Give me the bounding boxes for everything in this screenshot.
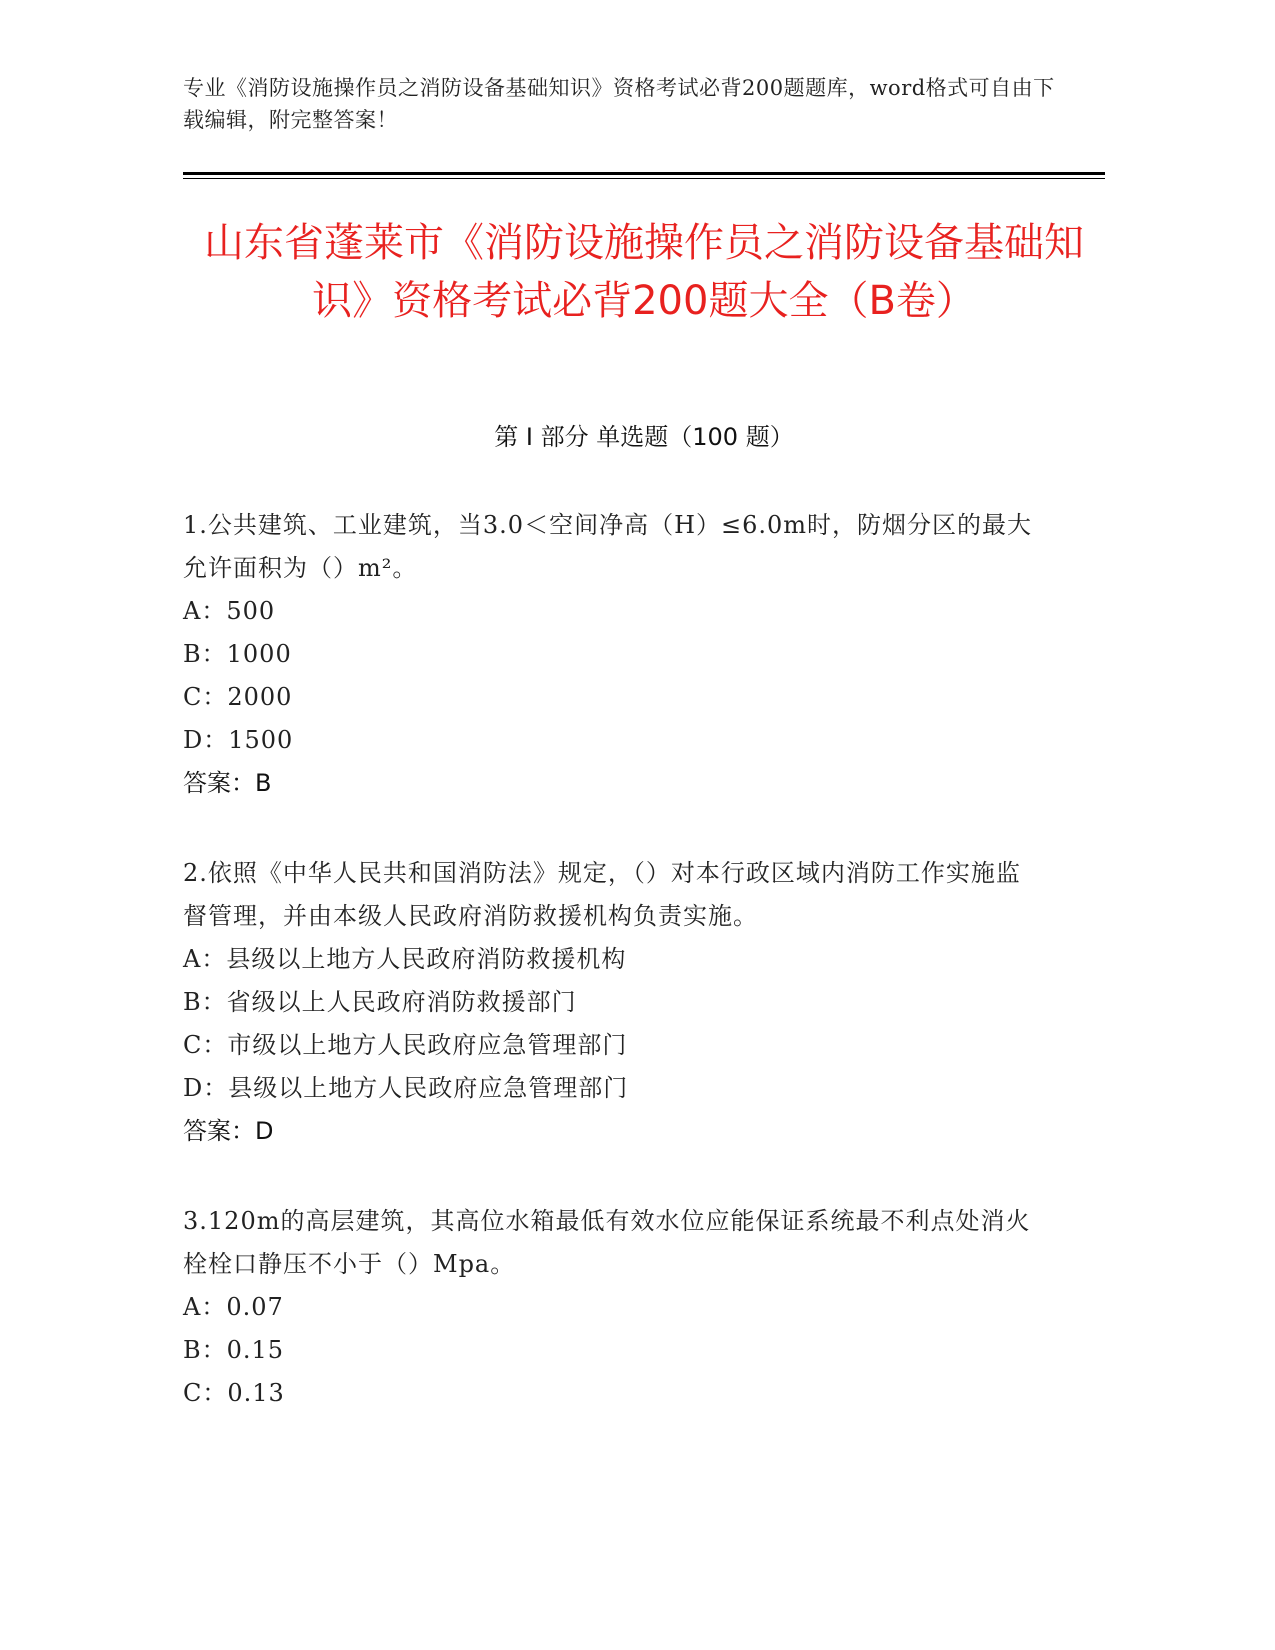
question-stem: 2.依照《中华人民共和国消防法》规定，（）对本行政区域内消防工作实施监督管理，并由本级人民政府消防救援机构负责实施。: [183, 859, 1021, 930]
answer-line: 答案：B: [183, 769, 272, 797]
option-c: C：0.13: [183, 1379, 285, 1407]
option-c: C：市级以上地方人民政府应急管理部门: [183, 1031, 628, 1059]
option-a: A：0.07: [183, 1293, 284, 1321]
question-2: [183, 852, 1043, 1153]
option-b: B：1000: [183, 640, 292, 668]
answer-line: 答案：D: [183, 1117, 274, 1145]
option-d: D：1500: [183, 726, 294, 754]
question-stem: 3.120m的高层建筑，其高位水箱最低有效水位应能保证系统最不利点处消火栓栓口静压不小于（）Mpa。: [183, 1207, 1031, 1278]
header-divider-thick: [183, 172, 1105, 175]
question-stem: 1.公共建筑、工业建筑，当3.0＜空间净高（H）≤6.0m时，防烟分区的最大允许面积为（）m²。: [183, 511, 1033, 582]
header-note: 专业《消防设施操作员之消防设备基础知识》资格考试必背200题题库，word格式可自由下载编辑，附完整答案！: [183, 76, 1055, 132]
section-heading: 第 I 部分 单选题（100 题）: [494, 423, 794, 451]
document-title: 山东省蓬莱市《消防设施操作员之消防设备基础知识》资格考试必背200题大全（B卷）: [204, 220, 1084, 324]
option-d: D：县级以上地方人民政府应急管理部门: [183, 1074, 629, 1102]
option-b: B：省级以上人民政府消防救援部门: [183, 988, 577, 1016]
option-a: A：县级以上地方人民政府消防救援机构: [183, 945, 627, 973]
header-divider-thin: [183, 178, 1105, 179]
option-c: C：2000: [183, 683, 293, 711]
option-b: B：0.15: [183, 1336, 285, 1364]
option-a: A：500: [183, 597, 276, 625]
question-3: [183, 1200, 1043, 1415]
question-1: [183, 504, 1043, 805]
